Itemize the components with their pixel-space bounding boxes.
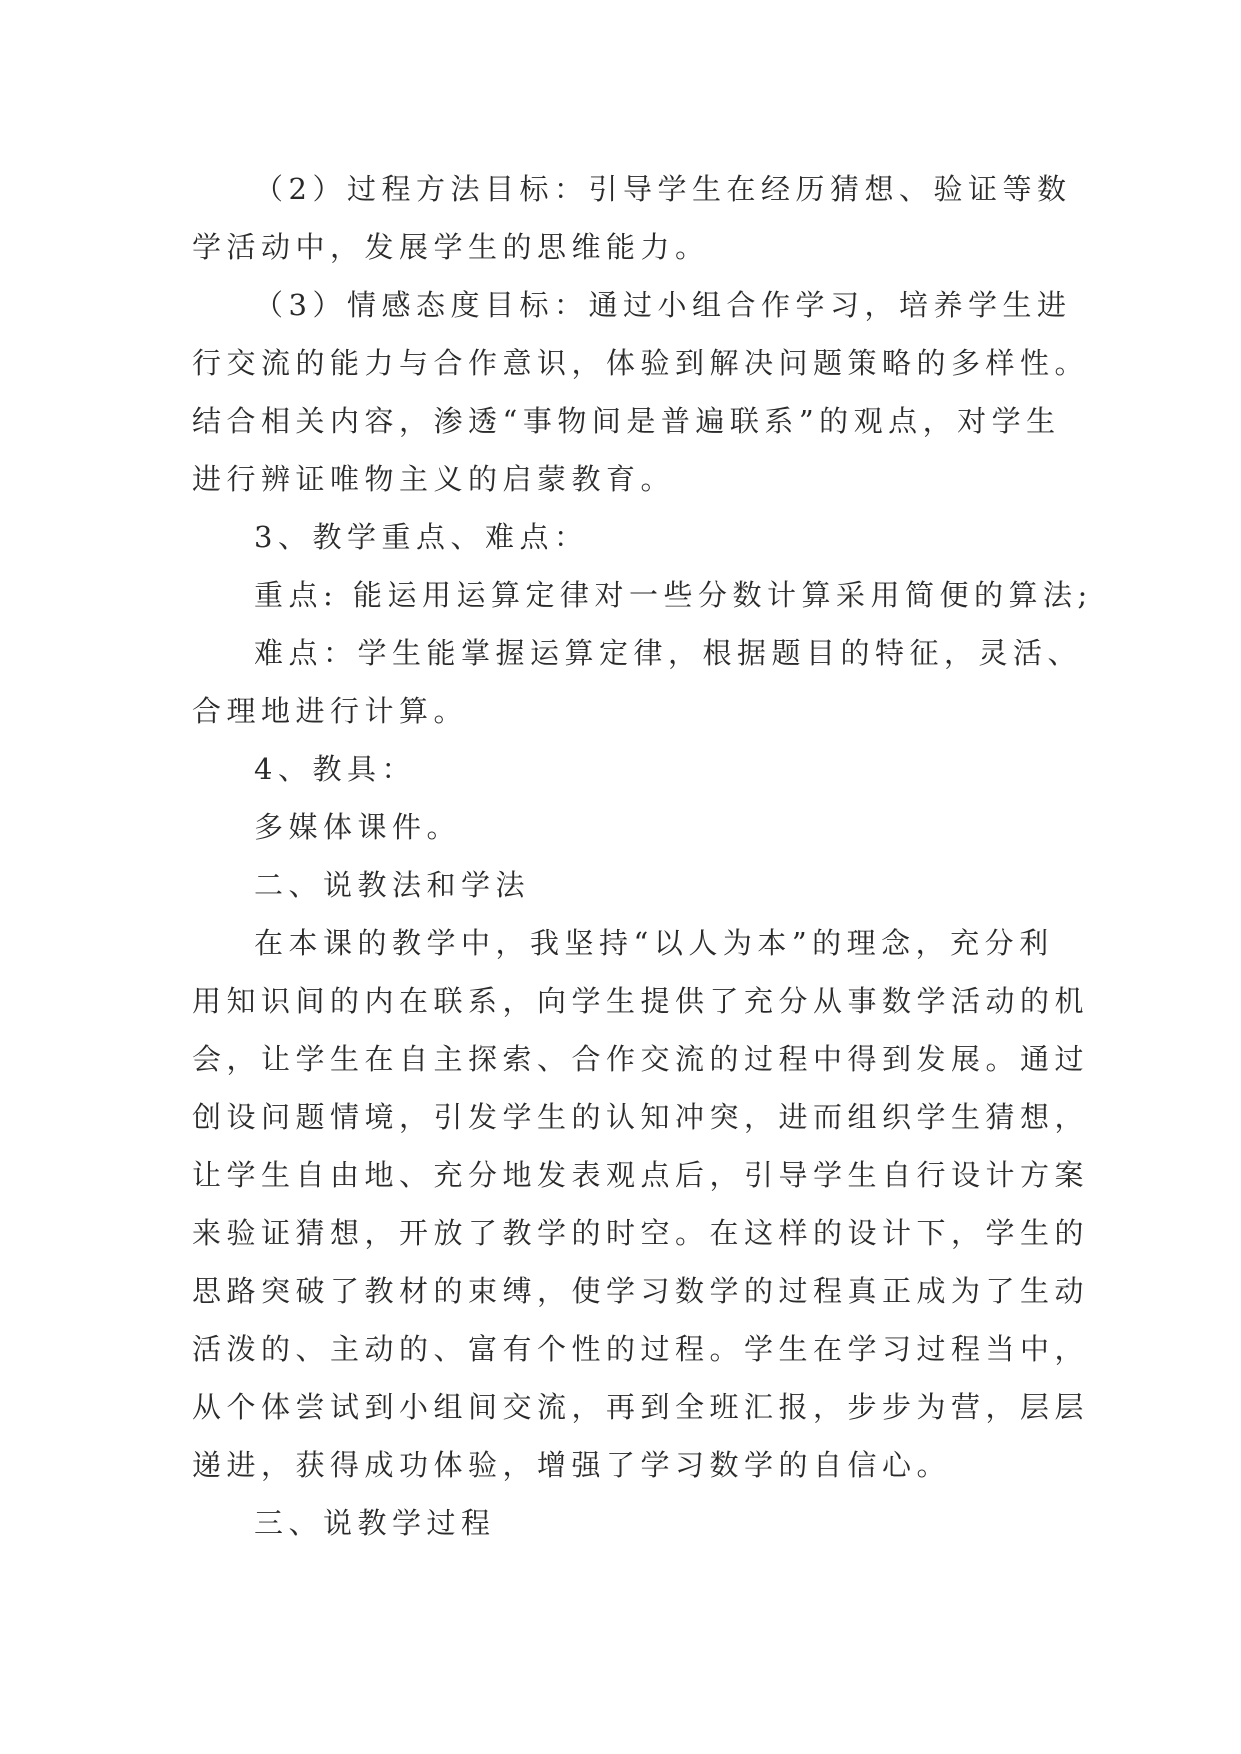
section-heading: 三、说教学过程: [254, 1506, 496, 1540]
text-line: 行交流的能力与合作意识，体验到解决问题策略的多样性。: [192, 346, 1090, 380]
text-line: 从个体尝试到小组间交流，再到全班汇报，步步为营，层层: [192, 1390, 1090, 1424]
text-line: 活泼的、主动的、富有个性的过程。学生在学习过程当中，: [192, 1332, 1090, 1366]
section-heading: 二、说教法和学法: [254, 868, 531, 902]
text-line: 学活动中，发展学生的思维能力。: [192, 230, 710, 264]
text-line: （2）过程方法目标：引导学生在经历猜想、验证等数: [254, 172, 1072, 206]
text-line: 结合相关内容，渗透“事物间是普遍联系”的观点，对学生: [192, 404, 1061, 438]
text-line: 重点: 能运用运算定律对一些分数计算采用简便的算法;: [254, 578, 1093, 612]
text-line: 进行辨证唯物主义的启蒙教育。: [192, 462, 676, 496]
text-line: 难点：学生能掌握运算定律，根据题目的特征，灵活、: [254, 636, 1083, 670]
section-heading: 3、教学重点、难点：: [254, 520, 589, 554]
section-heading: 4、教具：: [254, 752, 416, 786]
text-line: 递进，获得成功体验，增强了学习数学的自信心。: [192, 1448, 952, 1482]
text-line: 思路突破了教材的束缚，使学习数学的过程真正成为了生动: [192, 1274, 1090, 1308]
text-line: 多媒体课件。: [254, 810, 462, 844]
text-line: 来验证猜想，开放了教学的时空。在这样的设计下，学生的: [192, 1216, 1090, 1250]
document-body: [192, 160, 1093, 1552]
text-line: 会，让学生在自主探索、合作交流的过程中得到发展。通过: [192, 1042, 1090, 1076]
text-line: 合理地进行计算。: [192, 694, 469, 728]
text-line: 在本课的教学中，我坚持“以人为本”的理念，充分利: [254, 926, 1054, 960]
text-line: （3）情感态度目标：通过小组合作学习，培养学生进: [254, 288, 1072, 322]
text-line: 让学生自由地、充分地发表观点后，引导学生自行设计方案: [192, 1158, 1090, 1192]
text-line: 创设问题情境，引发学生的认知冲突，进而组织学生猜想，: [192, 1100, 1090, 1134]
text-line: 用知识间的内在联系，向学生提供了充分从事数学活动的机: [192, 984, 1090, 1018]
